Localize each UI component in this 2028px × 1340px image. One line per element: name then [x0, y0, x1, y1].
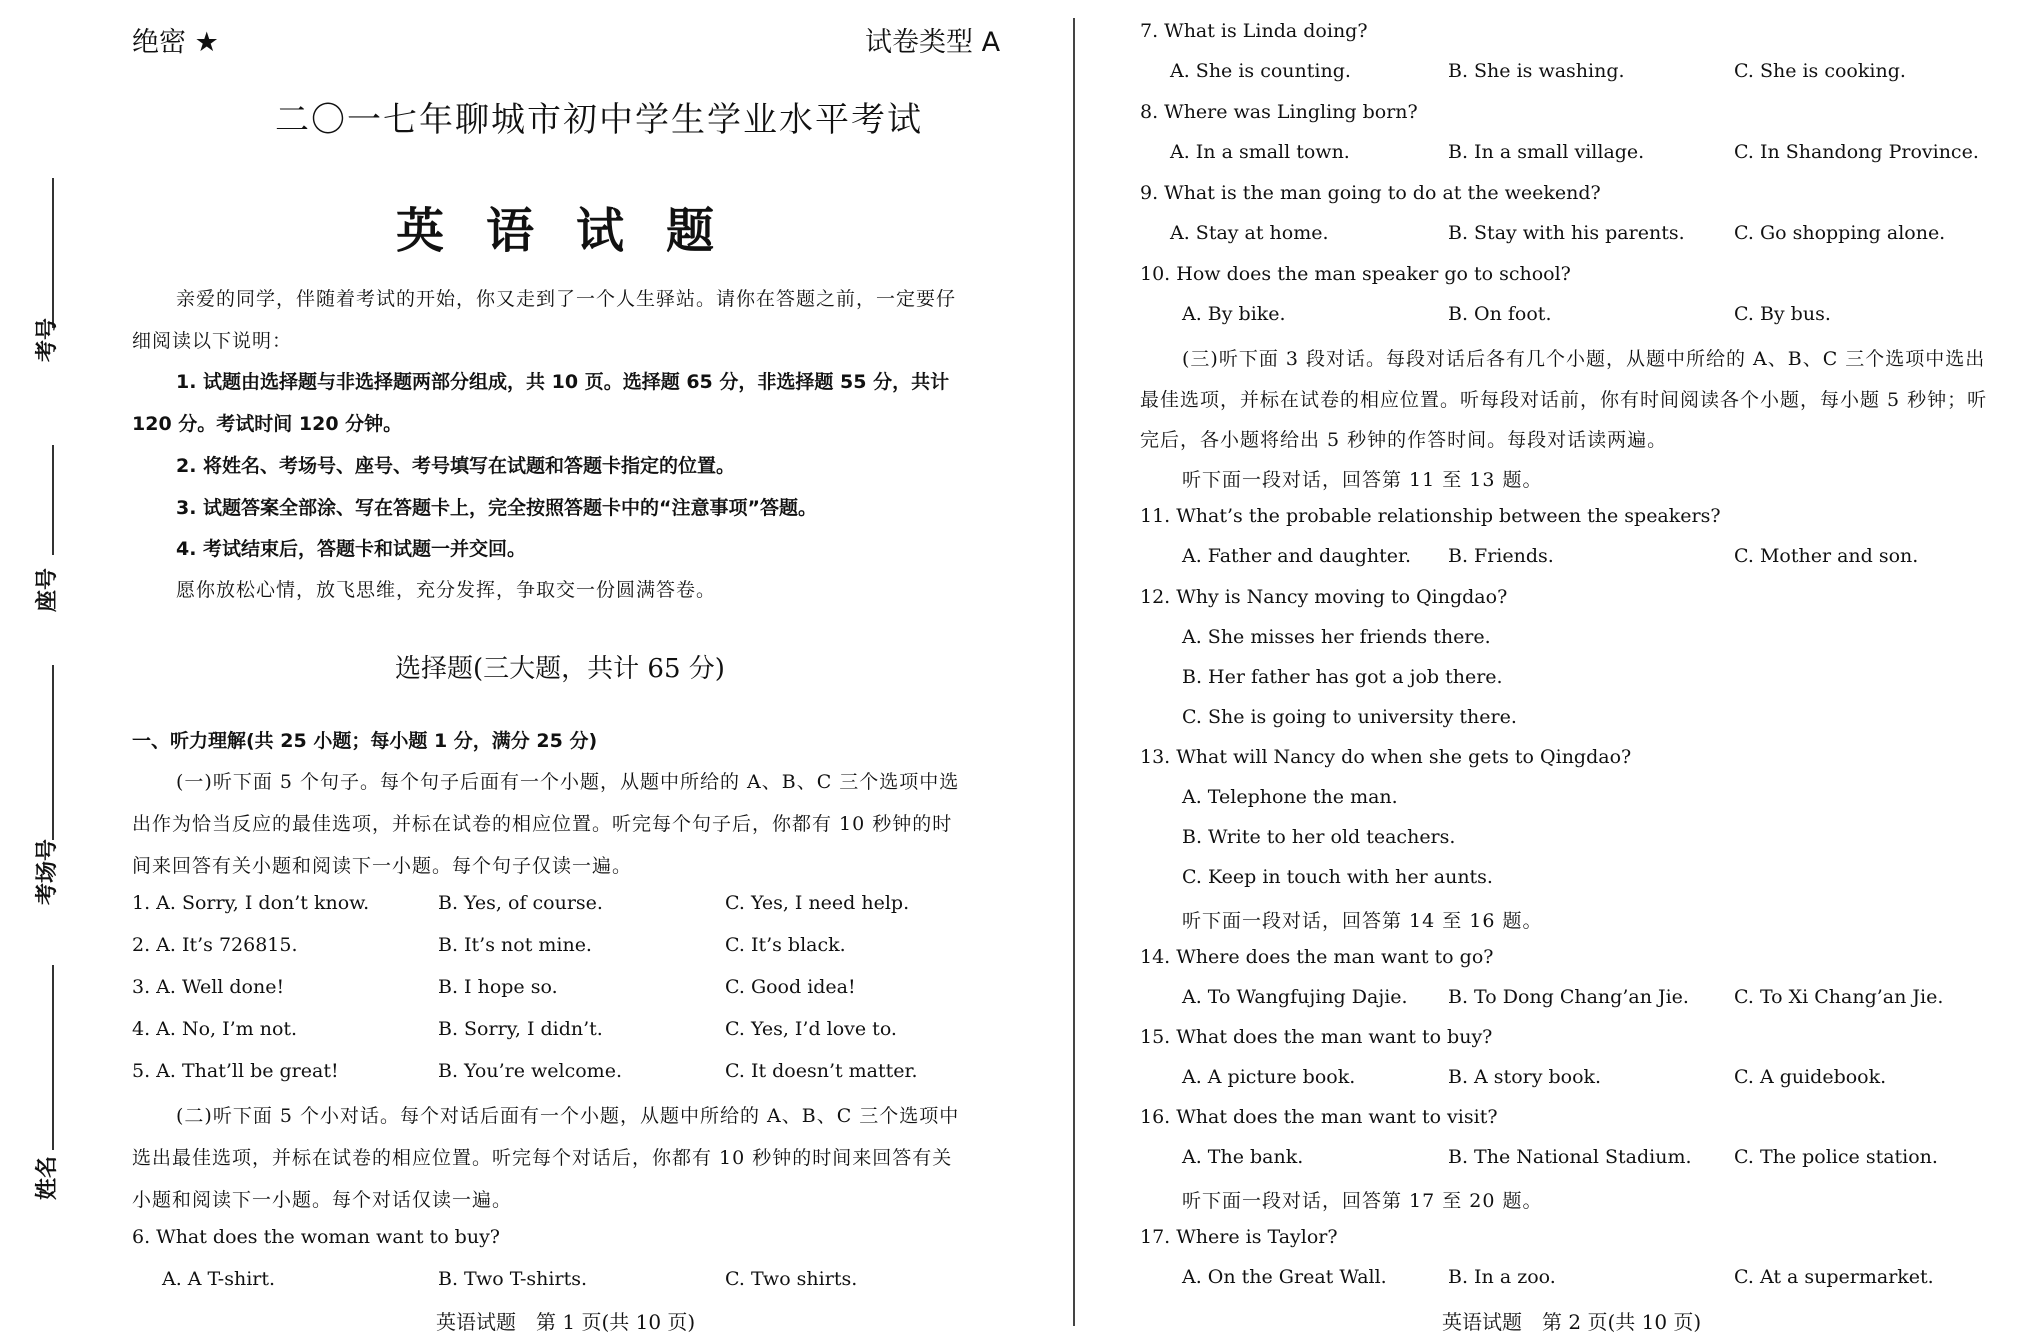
q9-option-c: C. Go shopping alone. [1734, 222, 1946, 244]
q15-option-a: A. A picture book. [1182, 1066, 1356, 1088]
q17-option-b: B. In a zoo. [1448, 1266, 1556, 1288]
q14-option-a: A. To Wangfujing Dajie. [1182, 986, 1408, 1008]
binding-line-4 [52, 965, 54, 1150]
section-title: 选择题(三大题，共计 65 分) [395, 654, 725, 684]
binding-line-1 [52, 178, 54, 328]
q5-option-b: B. You’re welcome. [438, 1060, 622, 1082]
q6-option-b: B. Two T-shirts. [438, 1268, 587, 1290]
q16-option-c: C. The police station. [1734, 1146, 1938, 1168]
q16-option-a: A. The bank. [1182, 1146, 1304, 1168]
q11-option-b: B. Friends. [1448, 545, 1554, 567]
q9-option-b: B. Stay with his parents. [1448, 222, 1685, 244]
q16-stem: 16. What does the man want to visit? [1140, 1106, 1498, 1128]
q10-option-b: B. On foot. [1448, 303, 1552, 325]
q11-stem: 11. What’s the probable relationship between the speakers? [1140, 505, 1721, 527]
q15-option-b: B. A story book. [1448, 1066, 1602, 1088]
subject-title: 英语试题 [396, 203, 757, 259]
part1-sub2-line-1: (二)听下面 5 个小对话。每个对话后面有一个小题，从题中所给的 A、B、C 三个选项中 [176, 1105, 960, 1127]
q14-option-c: C. To Xi Chang’an Jie. [1734, 986, 1944, 1008]
q8-option-b: B. In a small village. [1448, 141, 1645, 163]
q13-option-c: C. Keep in touch with her aunts. [1182, 866, 1493, 888]
q8-option-a: A. In a small town. [1170, 141, 1350, 163]
q2-option-b: B. It’s not mine. [438, 934, 592, 956]
q14-stem: 14. Where does the man want to go? [1140, 946, 1494, 968]
footer-page-2: 英语试题 第 2 页(共 10 页) [1442, 1310, 1702, 1334]
q13-option-b: B. Write to her old teachers. [1182, 826, 1456, 848]
q1-option-b: B. Yes, of course. [438, 892, 603, 914]
q9-option-a: A. Stay at home. [1170, 222, 1329, 244]
intro-wish: 愿你放松心情，放飞思维，充分发挥，争取交一份圆满答卷。 [176, 579, 717, 601]
part1-sub1-line-3: 间来回答有关小题和阅读下一小题。每个句子仅读一遍。 [132, 855, 633, 877]
q10-stem: 10. How does the man speaker go to school? [1140, 263, 1571, 285]
q11-option-a: A. Father and daughter. [1182, 545, 1412, 567]
q10-option-a: A. By bike. [1182, 303, 1286, 325]
q1-option-a: 1. A. Sorry, I don’t know. [132, 892, 370, 914]
q3-option-c: C. Good idea! [725, 976, 856, 998]
part1-sub3-line-1: (三)听下面 3 段对话。每段对话后各有几个小题，从题中所给的 A、B、C 三个选项中选出 [1182, 348, 1986, 370]
q4-option-b: B. Sorry, I didn’t. [438, 1018, 603, 1040]
q10-option-c: C. By bus. [1734, 303, 1831, 325]
intro-line-1: 亲爱的同学，伴随着考试的开始，你又走到了一个人生驿站。请你在答题之前，一定要仔 [176, 288, 957, 310]
part1-sub2-line-2: 选出最佳选项，并标在试卷的相应位置。听完每个对话后，你都有 10 秒钟的时间来回答有关 [132, 1147, 953, 1169]
q16-option-b: B. The National Stadium. [1448, 1146, 1692, 1168]
page-divider [1073, 18, 1075, 1326]
side-label-xingming: 姓名 [35, 1155, 60, 1200]
part1-sub3-line-3: 完后，各小题将给出 5 秒钟的作答时间。每段对话读两遍。 [1140, 429, 1668, 451]
q5-option-c: C. It doesn’t matter. [725, 1060, 918, 1082]
part1-sub1-line-1: (一)听下面 5 个句子。每个句子后面有一个小题，从题中所给的 A、B、C 三个选项中选 [176, 771, 960, 793]
part1-sub3-line-2: 最佳选项，并标在试卷的相应位置。听每段对话前，你有时间阅读各个小题，每小题 5 秒钟；听 [1140, 389, 1988, 411]
dialogue-1-intro: 听下面一段对话，回答第 11 至 13 题。 [1182, 469, 1543, 491]
q17-stem: 17. Where is Taylor? [1140, 1226, 1338, 1248]
binding-line-2 [52, 445, 54, 555]
q7-stem: 7. What is Linda doing? [1140, 20, 1368, 42]
q2-option-c: C. It’s black. [725, 934, 846, 956]
q15-option-c: C. A guidebook. [1734, 1066, 1887, 1088]
rule-1a: 1. 试题由选择题与非选择题两部分组成，共 10 页。选择题 65 分，非选择题 55 分，共计 [176, 371, 950, 393]
q5-option-a: 5. A. That’ll be great! [132, 1060, 339, 1082]
rule-4: 4. 考试结束后，答题卡和试题一并交回。 [176, 538, 527, 560]
q15-stem: 15. What does the man want to buy? [1140, 1026, 1493, 1048]
rule-3: 3. 试题答案全部涂、写在答题卡上，完全按照答题卡中的“注意事项”答题。 [176, 497, 818, 519]
rule-1b: 120 分。考试时间 120 分钟。 [132, 413, 403, 435]
side-label-kaochanghao: 考场号 [35, 838, 60, 905]
q11-option-c: C. Mother and son. [1734, 545, 1919, 567]
secret-label: 绝密 ★ [132, 27, 219, 58]
q17-option-c: C. At a supermarket. [1734, 1266, 1934, 1288]
dialogue-3-intro: 听下面一段对话，回答第 17 至 20 题。 [1182, 1190, 1543, 1212]
q7-option-b: B. She is washing. [1448, 60, 1625, 82]
q4-option-a: 4. A. No, I’m not. [132, 1018, 298, 1040]
q13-stem: 13. What will Nancy do when she gets to Qingdao? [1140, 746, 1632, 768]
q6-stem: 6. What does the woman want to buy? [132, 1226, 500, 1248]
q12-option-a: A. She misses her friends there. [1182, 626, 1491, 648]
q12-stem: 12. Why is Nancy moving to Qingdao? [1140, 586, 1508, 608]
dialogue-2-intro: 听下面一段对话，回答第 14 至 16 题。 [1182, 910, 1543, 932]
q7-option-c: C. She is cooking. [1734, 60, 1906, 82]
q7-option-a: A. She is counting. [1170, 60, 1351, 82]
q12-option-b: B. Her father has got a job there. [1182, 666, 1503, 688]
part1-heading: 一、听力理解(共 25 小题；每小题 1 分，满分 25 分) [132, 730, 598, 752]
q8-stem: 8. Where was Lingling born? [1140, 101, 1418, 123]
part1-sub1-line-2: 出作为恰当反应的最佳选项，并标在试卷的相应位置。听完每个句子后，你都有 10 秒钟的时 [132, 813, 953, 835]
q6-option-a: A. A T-shirt. [162, 1268, 276, 1290]
q14-option-b: B. To Dong Chang’an Jie. [1448, 986, 1689, 1008]
q8-option-c: C. In Shandong Province. [1734, 141, 1979, 163]
q2-option-a: 2. A. It’s 726815. [132, 934, 298, 956]
side-label-kaohao: 考号 [35, 317, 60, 362]
q6-option-c: C. Two shirts. [725, 1268, 858, 1290]
q17-option-a: A. On the Great Wall. [1182, 1266, 1387, 1288]
q3-option-a: 3. A. Well done! [132, 976, 285, 998]
q13-option-a: A. Telephone the man. [1182, 786, 1398, 808]
q9-stem: 9. What is the man going to do at the weekend? [1140, 182, 1601, 204]
intro-line-2: 细阅读以下说明： [132, 330, 293, 352]
q1-option-c: C. Yes, I need help. [725, 892, 910, 914]
exam-title: 二〇一七年聊城市初中学生学业水平考试 [275, 100, 923, 140]
q4-option-c: C. Yes, I’d love to. [725, 1018, 897, 1040]
footer-page-1: 英语试题 第 1 页(共 10 页) [436, 1310, 696, 1334]
q3-option-b: B. I hope so. [438, 976, 558, 998]
q12-option-c: C. She is going to university there. [1182, 706, 1517, 728]
paper-type-label: 试卷类型 A [865, 27, 1001, 58]
rule-2: 2. 将姓名、考场号、座号、考号填写在试题和答题卡指定的位置。 [176, 455, 736, 477]
side-label-zuohao: 座号 [35, 567, 60, 612]
part1-sub2-line-3: 小题和阅读下一小题。每个对话仅读一遍。 [132, 1189, 513, 1211]
binding-line-3 [52, 665, 54, 840]
